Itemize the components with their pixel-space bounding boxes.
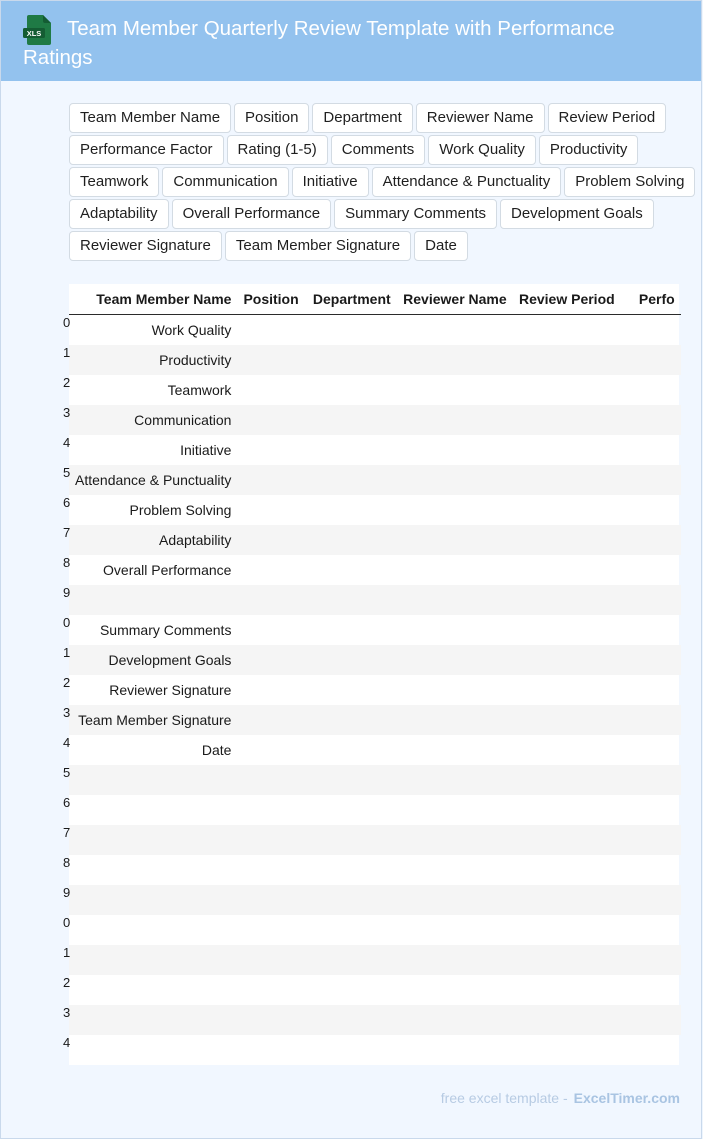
table-cell-factor[interactable] (69, 915, 237, 945)
table-cell[interactable] (621, 345, 681, 375)
table-row (69, 1035, 681, 1065)
table-cell[interactable] (397, 525, 513, 555)
table-cell[interactable] (397, 1005, 513, 1035)
table-cell[interactable] (397, 945, 513, 975)
row-index: 7 (63, 825, 71, 840)
row-index: 8 (63, 555, 71, 570)
table-cell[interactable] (621, 615, 681, 645)
table-cell[interactable] (621, 855, 681, 885)
table-cell[interactable] (397, 315, 513, 346)
column-header: Perfo (621, 284, 681, 315)
table-cell[interactable] (305, 465, 397, 495)
table-cell[interactable] (621, 555, 681, 585)
table-cell[interactable] (397, 555, 513, 585)
table-cell[interactable] (513, 525, 621, 555)
table-cell-factor[interactable]: Overall Performance (103, 562, 232, 578)
column-header: Department (305, 284, 397, 315)
table-cell[interactable] (513, 555, 621, 585)
table-cell[interactable] (237, 795, 304, 825)
table-cell[interactable] (621, 915, 681, 945)
table-cell[interactable] (397, 975, 513, 1005)
table-header-row (69, 284, 681, 315)
table-cell[interactable] (237, 645, 304, 675)
field-chip[interactable]: Reviewer Name (416, 103, 545, 133)
table-row (69, 315, 681, 346)
table-cell-factor[interactable]: Summary Comments (99, 622, 232, 638)
row-index: 3 (63, 705, 71, 720)
table-row (69, 765, 681, 795)
table-cell[interactable] (237, 915, 304, 945)
table-cell[interactable] (513, 435, 621, 465)
table-cell[interactable] (621, 585, 681, 615)
field-chip[interactable]: Initiative (292, 167, 369, 197)
table-row (69, 495, 681, 525)
row-index: 4 (63, 435, 71, 450)
table-cell[interactable] (237, 945, 304, 975)
table-cell[interactable] (513, 795, 621, 825)
table-cell[interactable] (237, 1005, 304, 1035)
field-chip[interactable]: Development Goals (500, 199, 654, 229)
table-cell[interactable] (237, 375, 304, 405)
row-index: 0 (63, 615, 71, 630)
table-cell[interactable] (621, 945, 681, 975)
row-index: 4 (63, 735, 71, 750)
page-title: Team Member Quarterly Review Template with Performance Ratings (23, 17, 615, 69)
table-row (69, 705, 681, 735)
field-chip[interactable]: Team Member Name (69, 103, 231, 133)
table-cell-factor[interactable]: Work Quality (151, 322, 232, 338)
table-cell[interactable] (305, 405, 397, 435)
footer-text: free excel template - (440, 1090, 568, 1106)
table-cell[interactable] (621, 825, 681, 855)
table-cell[interactable] (397, 765, 513, 795)
table-cell[interactable] (305, 555, 397, 585)
table-row (69, 435, 681, 465)
row-index: 2 (63, 975, 71, 990)
table-row (69, 945, 681, 975)
table-cell[interactable] (237, 525, 304, 555)
column-header: Reviewer Name (397, 284, 513, 315)
table-row (69, 675, 681, 705)
field-chip[interactable]: Review Period (548, 103, 667, 133)
table-cell[interactable] (237, 495, 304, 525)
table-cell[interactable] (397, 585, 513, 615)
field-chip[interactable]: Department (312, 103, 412, 133)
row-index: 2 (63, 375, 71, 390)
field-chip[interactable]: Communication (162, 167, 288, 197)
footer (441, 1090, 680, 1106)
table-cell[interactable] (305, 615, 397, 645)
row-index: 3 (63, 1005, 71, 1020)
table-cell[interactable] (513, 915, 621, 945)
field-chip[interactable]: Adaptability (69, 199, 169, 229)
table-cell[interactable] (621, 495, 681, 525)
field-chip[interactable]: Problem Solving (564, 167, 695, 197)
table-cell[interactable] (397, 495, 513, 525)
table-cell[interactable] (237, 555, 304, 585)
table-cell[interactable] (305, 525, 397, 555)
table-cell[interactable] (237, 435, 304, 465)
table-cell[interactable] (305, 645, 397, 675)
table-row (69, 345, 681, 375)
header (1, 1, 701, 81)
field-chip[interactable]: Summary Comments (334, 199, 497, 229)
table-cell[interactable] (513, 315, 621, 346)
table-cell[interactable] (621, 525, 681, 555)
table-cell[interactable] (397, 915, 513, 945)
field-chip[interactable]: Team Member Signature (225, 231, 411, 261)
table-cell[interactable] (305, 765, 397, 795)
table-cell[interactable] (621, 975, 681, 1005)
column-header: Position (237, 284, 304, 315)
table-row (69, 825, 681, 855)
table-cell-factor[interactable] (69, 1005, 237, 1035)
table-cell[interactable] (305, 945, 397, 975)
table-row (69, 585, 681, 615)
table-cell[interactable] (513, 825, 621, 855)
field-chip[interactable]: Position (234, 103, 309, 133)
table-cell-factor[interactable]: Communication (69, 405, 237, 435)
table-cell-factor[interactable] (69, 585, 237, 615)
table-cell[interactable] (237, 465, 304, 495)
field-chip[interactable]: Date (414, 231, 468, 261)
table-cell[interactable] (513, 615, 621, 645)
table-cell[interactable] (513, 735, 621, 765)
table-cell[interactable] (621, 675, 681, 705)
column-header: Review Period (513, 284, 621, 315)
table-cell-factor[interactable]: Teamwork (167, 382, 232, 398)
field-chip[interactable]: Rating (1-5) (227, 135, 328, 165)
table-cell[interactable] (305, 315, 397, 346)
table-cell-factor[interactable]: Adaptability (69, 525, 237, 555)
table-cell[interactable] (513, 645, 621, 675)
table-cell[interactable] (513, 375, 621, 405)
table-row (69, 1005, 681, 1035)
row-index: 1 (63, 945, 71, 960)
table-cell-factor[interactable] (69, 1035, 237, 1065)
table-cell-factor[interactable]: Initiative (180, 442, 232, 458)
table-cell[interactable] (513, 465, 621, 495)
table-cell[interactable] (305, 1035, 397, 1065)
table-row (69, 885, 681, 915)
table-cell[interactable] (513, 345, 621, 375)
table-cell[interactable] (305, 585, 397, 615)
table-cell-factor[interactable]: Attendance & Punctuality (69, 465, 237, 495)
table-cell[interactable] (397, 885, 513, 915)
table-row (69, 975, 681, 1005)
table-cell[interactable] (513, 1035, 621, 1065)
table-cell[interactable] (513, 495, 621, 525)
field-chip[interactable]: Work Quality (428, 135, 536, 165)
column-header: Team Member Name (69, 284, 237, 315)
table-cell[interactable] (513, 405, 621, 435)
table-cell[interactable] (237, 825, 304, 855)
table-cell[interactable] (621, 795, 681, 825)
table-cell[interactable] (621, 765, 681, 795)
table-cell[interactable] (237, 675, 304, 705)
row-index: 9 (63, 585, 71, 600)
table-cell[interactable] (397, 405, 513, 435)
table-row (69, 555, 681, 585)
footer-brand-link[interactable]: ExcelTimer.com (573, 1090, 680, 1106)
field-chip[interactable]: Overall Performance (172, 199, 332, 229)
table-cell[interactable] (237, 705, 304, 735)
table-cell-factor[interactable] (69, 765, 237, 795)
table-cell[interactable] (513, 1005, 621, 1035)
row-index: 6 (63, 495, 71, 510)
table-row (69, 465, 681, 495)
table-cell[interactable] (621, 705, 681, 735)
table-cell[interactable] (305, 795, 397, 825)
row-index: 0 (63, 915, 71, 930)
table-cell[interactable] (621, 885, 681, 915)
table-cell[interactable] (397, 465, 513, 495)
table-cell[interactable] (305, 855, 397, 885)
table-cell[interactable] (621, 1005, 681, 1035)
row-index: 9 (63, 885, 71, 900)
field-chip[interactable]: Attendance & Punctuality (372, 167, 562, 197)
table-cell[interactable] (621, 405, 681, 435)
table-cell[interactable] (237, 1035, 304, 1065)
table-cell[interactable] (305, 1005, 397, 1035)
table-row (69, 645, 681, 675)
table-cell[interactable] (237, 315, 304, 346)
table-row (69, 405, 681, 435)
table-cell[interactable] (513, 975, 621, 1005)
table-cell[interactable] (621, 1035, 681, 1065)
data-table (63, 284, 681, 1065)
table-row (69, 375, 681, 405)
table-cell[interactable] (305, 675, 397, 705)
field-chip-list (69, 103, 703, 263)
table-row (69, 855, 681, 885)
table-cell[interactable] (621, 735, 681, 765)
table-cell[interactable] (305, 375, 397, 405)
table-cell-factor[interactable]: Development Goals (69, 645, 237, 675)
table-row (69, 615, 681, 645)
table-cell[interactable] (305, 705, 397, 735)
table-cell[interactable] (237, 765, 304, 795)
field-chip[interactable]: Productivity (539, 135, 639, 165)
row-index: 2 (63, 675, 71, 690)
table-cell[interactable] (397, 735, 513, 765)
row-index: 5 (63, 465, 71, 480)
table-row (69, 915, 681, 945)
table-cell[interactable] (237, 855, 304, 885)
table-cell[interactable] (305, 825, 397, 855)
row-index: 4 (63, 1035, 71, 1050)
table-cell[interactable] (397, 1035, 513, 1065)
table-cell[interactable] (305, 495, 397, 525)
table-cell[interactable] (397, 825, 513, 855)
table-cell[interactable] (397, 855, 513, 885)
table-cell[interactable] (397, 435, 513, 465)
table-cell[interactable] (237, 885, 304, 915)
row-index: 7 (63, 525, 71, 540)
table-cell[interactable] (237, 585, 304, 615)
table-cell[interactable] (513, 675, 621, 705)
table-cell[interactable] (305, 345, 397, 375)
row-index: 1 (63, 645, 71, 660)
row-index: 8 (63, 855, 71, 870)
table-cell-factor[interactable] (69, 855, 237, 885)
field-chip[interactable]: Comments (331, 135, 426, 165)
table-cell[interactable] (513, 705, 621, 735)
table-cell[interactable] (237, 615, 304, 645)
table-cell-factor[interactable] (69, 885, 237, 915)
table-cell[interactable] (305, 735, 397, 765)
table-cell[interactable] (237, 345, 304, 375)
table-cell-factor[interactable]: Date (201, 742, 232, 758)
table-cell[interactable] (621, 465, 681, 495)
table-cell[interactable] (305, 975, 397, 1005)
table-cell[interactable] (397, 375, 513, 405)
table-cell-factor[interactable]: Problem Solving (129, 502, 232, 518)
field-chip[interactable]: Reviewer Signature (69, 231, 222, 261)
table-cell[interactable] (513, 855, 621, 885)
table-cell[interactable] (237, 975, 304, 1005)
table-cell[interactable] (305, 915, 397, 945)
data-table-container[interactable] (63, 284, 679, 1065)
field-chip[interactable]: Teamwork (69, 167, 159, 197)
table-cell-factor[interactable] (69, 825, 237, 855)
table-cell-factor[interactable]: Team Member Signature (69, 705, 237, 735)
table-cell-factor[interactable] (69, 795, 237, 825)
table-row (69, 795, 681, 825)
table-cell[interactable] (621, 315, 681, 346)
table-cell[interactable] (513, 765, 621, 795)
table-cell-factor[interactable] (69, 975, 237, 1005)
row-index: 5 (63, 765, 71, 780)
row-index: 6 (63, 795, 71, 810)
row-index: 0 (63, 315, 71, 330)
table-cell[interactable] (621, 435, 681, 465)
table-cell[interactable] (513, 885, 621, 915)
row-index: 1 (63, 345, 71, 360)
row-index: 3 (63, 405, 71, 420)
table-row (69, 525, 681, 555)
table-cell-factor[interactable]: Reviewer Signature (109, 682, 232, 698)
table-cell[interactable] (237, 405, 304, 435)
table-cell[interactable] (305, 885, 397, 915)
table-cell[interactable] (397, 645, 513, 675)
table-cell[interactable] (397, 675, 513, 705)
table-cell[interactable] (397, 705, 513, 735)
table-cell[interactable] (397, 345, 513, 375)
table-cell[interactable] (621, 645, 681, 675)
svg-text:XLS: XLS (26, 29, 42, 38)
table-cell[interactable] (513, 945, 621, 975)
table-cell[interactable] (237, 735, 304, 765)
table-cell[interactable] (397, 615, 513, 645)
table-cell[interactable] (305, 435, 397, 465)
field-chip[interactable]: Performance Factor (69, 135, 224, 165)
table-cell-factor[interactable]: Productivity (69, 345, 237, 375)
table-cell[interactable] (513, 585, 621, 615)
table-cell-factor[interactable] (69, 945, 237, 975)
table-cell[interactable] (397, 795, 513, 825)
table-cell[interactable] (621, 375, 681, 405)
table-row (69, 735, 681, 765)
